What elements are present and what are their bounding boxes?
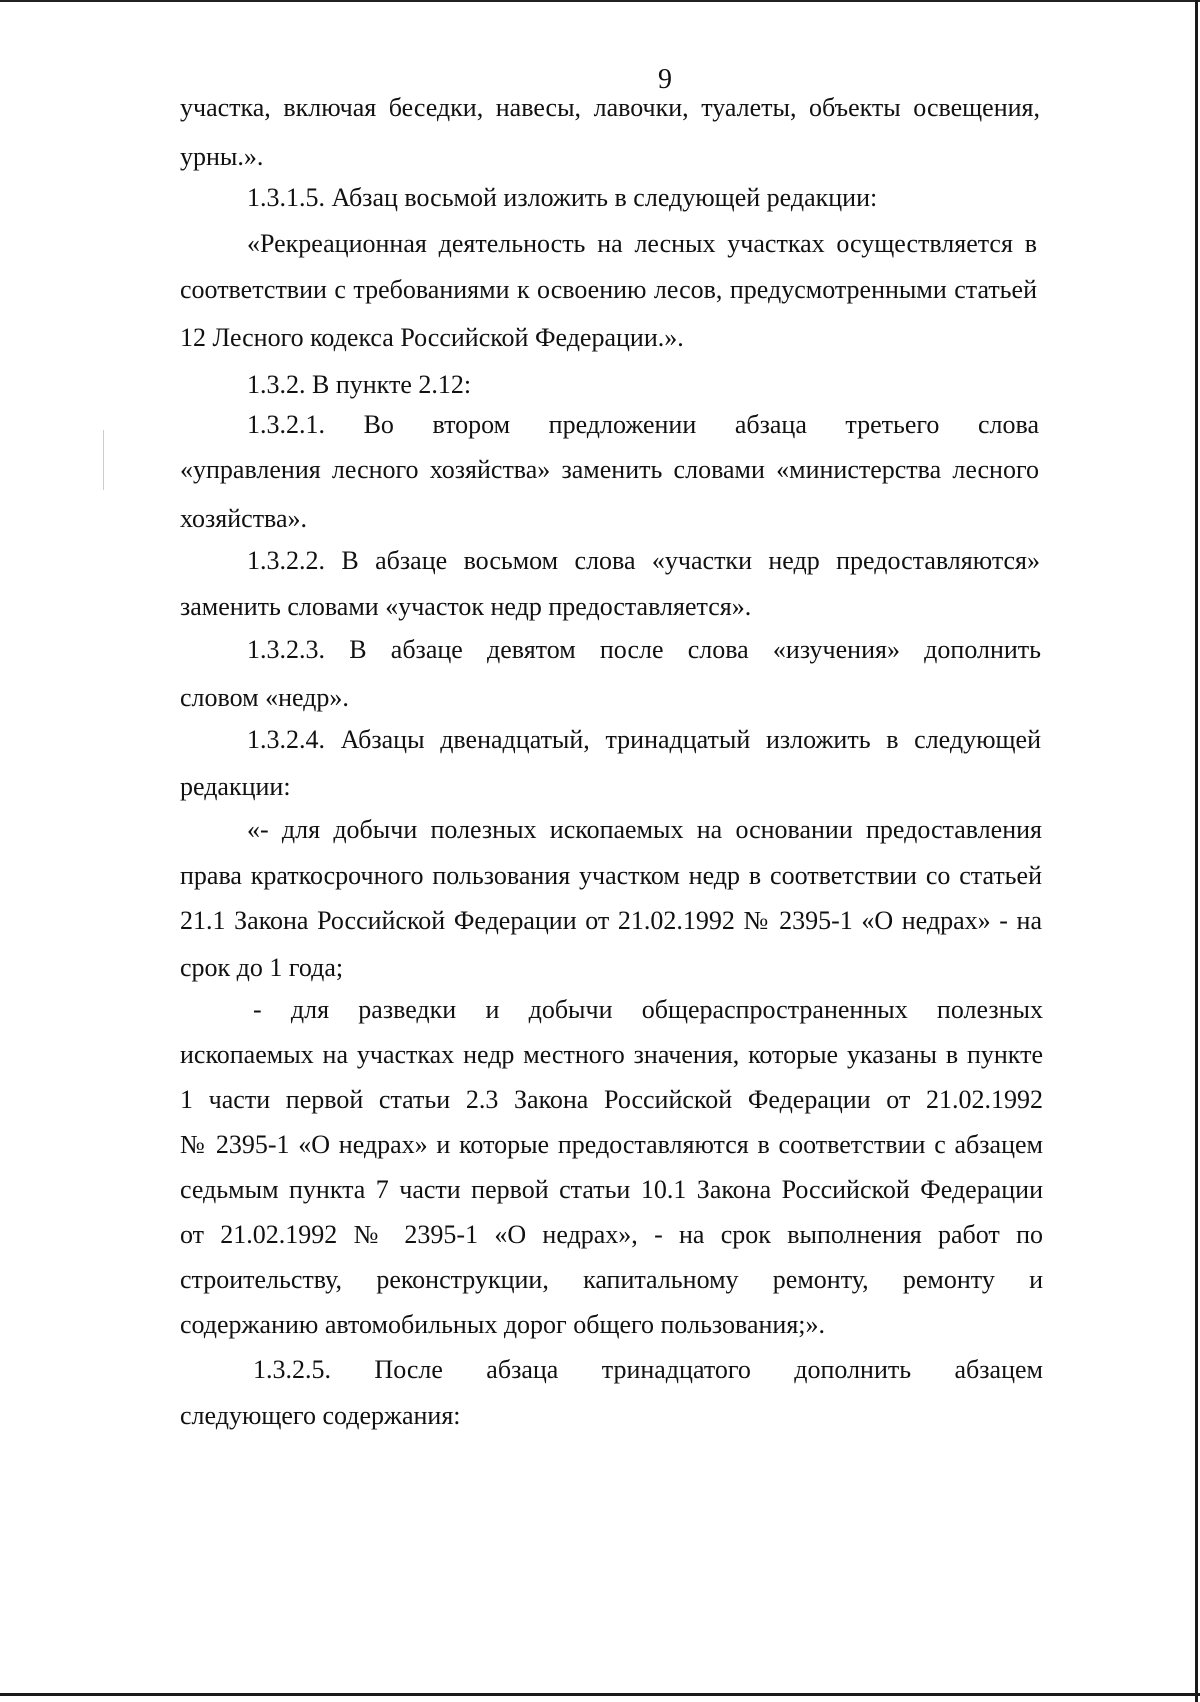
scan-artifact-mark xyxy=(103,430,104,490)
text-line: хозяйства». xyxy=(180,504,308,533)
text-line: редакции: xyxy=(180,772,291,801)
text-line: «Рекреационная деятельность на лесных участках осуществляется в xyxy=(247,229,1037,258)
clause-heading: 1.3.2.3. В абзаце девятом после слова «изучения» дополнить xyxy=(247,635,1041,664)
text-line: седьмым пункта 7 части первой статьи 10.1 Закона Российской Федерации xyxy=(180,1175,1043,1204)
text-line: соответствии с требованиями к освоению лесов, предусмотренными статьей xyxy=(180,275,1037,304)
text-line: ископаемых на участках недр местного значения, которые указаны в пункте xyxy=(180,1040,1043,1069)
text-line: «- для добычи полезных ископаемых на основании предоставления xyxy=(247,815,1042,844)
text-line: содержанию автомобильных дорог общего пользования;». xyxy=(180,1310,826,1339)
text-line: заменить словами «участок недр предоставляется». xyxy=(180,592,752,621)
clause-heading: 1.3.2.1. Во втором предложении абзаца третьего слова xyxy=(247,410,1039,439)
text-line: урны.». xyxy=(180,142,264,171)
clause-heading: 1.3.2. В пункте 2.12: xyxy=(247,370,472,399)
text-line: следующего содержания: xyxy=(180,1401,461,1430)
clause-heading: 1.3.2.2. В абзаце восьмом слова «участки недр предоставляются» xyxy=(247,546,1040,575)
text-line: от 21.02.1992 № 2395-1 «О недрах», - на срок выполнения работ по xyxy=(180,1220,1043,1249)
page-top-border xyxy=(0,0,1200,2)
clause-heading: 1.3.2.5. После абзаца тринадцатого дополнить абзацем xyxy=(253,1355,1043,1384)
text-line: 1 части первой статьи 2.3 Закона Российской Федерации от 21.02.1992 xyxy=(180,1085,1043,1114)
text-line: строительству, реконструкции, капитальному ремонту, ремонту и xyxy=(180,1265,1043,1294)
text-line: 12 Лесного кодекса Российской Федерации.». xyxy=(180,323,684,352)
clause-heading: 1.3.2.4. Абзацы двенадцатый, тринадцатый изложить в следующей xyxy=(247,725,1041,754)
clause-heading: 1.3.1.5. Абзац восьмой изложить в следующей редакции: xyxy=(247,183,878,212)
text-line: срок до 1 года; xyxy=(180,953,344,982)
text-line: - для разведки и добычи общераспространенных полезных xyxy=(253,995,1043,1024)
page-number: 9 xyxy=(658,64,672,95)
page-right-border xyxy=(1195,0,1198,1702)
page-bottom-border xyxy=(0,1693,1200,1696)
text-line: участка, включая беседки, навесы, лавочки, туалеты, объекты освещения, xyxy=(180,93,1040,122)
text-line: «управления лесного хозяйства» заменить словами «министерства лесного xyxy=(180,455,1039,484)
text-line: права краткосрочного пользования участком недр в соответствии со статьей xyxy=(180,861,1042,890)
text-line: № 2395-1 «О недрах» и которые предоставляются в соответствии с абзацем xyxy=(180,1130,1043,1159)
text-line: 21.1 Закона Российской Федерации от 21.02.1992 № 2395-1 «О недрах» - на xyxy=(180,906,1042,935)
text-line: словом «недр». xyxy=(180,683,349,712)
